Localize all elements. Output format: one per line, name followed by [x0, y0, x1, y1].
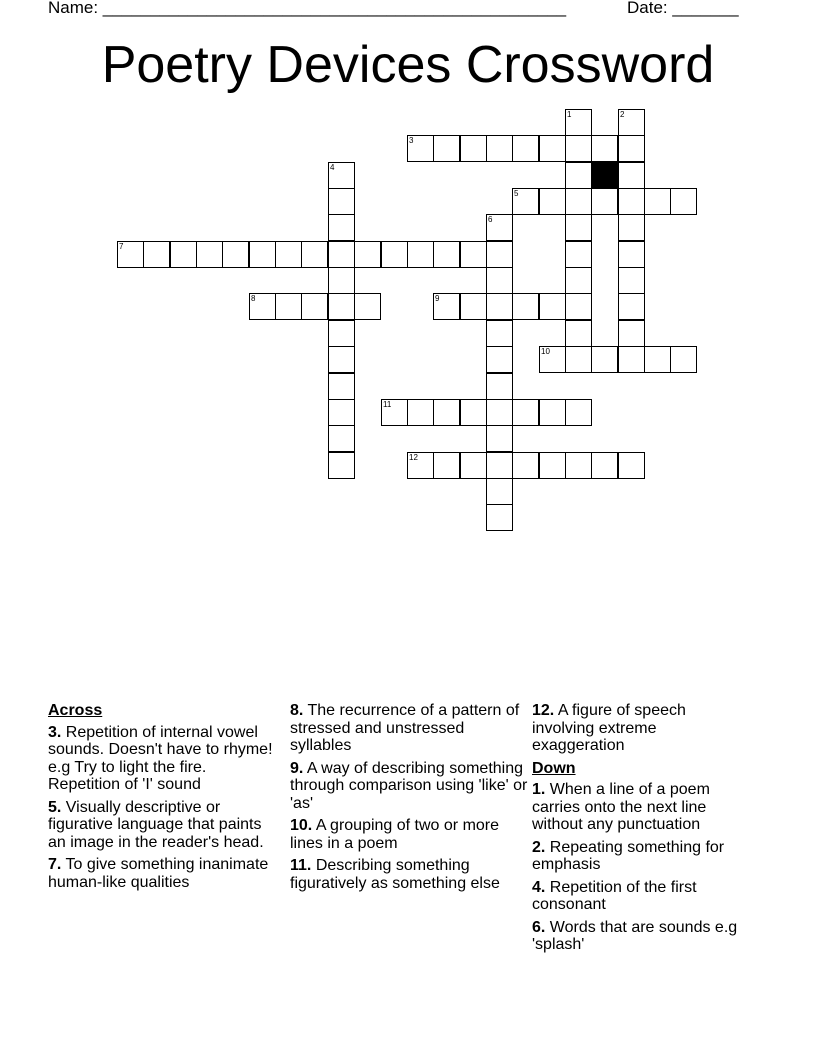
grid-cell[interactable] [486, 452, 513, 479]
black-cell [591, 162, 618, 189]
grid-cell[interactable] [249, 293, 276, 320]
grid-cell[interactable] [486, 135, 513, 162]
clue-text: To give something inanimate human-like qualities [48, 856, 269, 891]
grid-cell[interactable] [407, 452, 434, 479]
grid-cell[interactable] [117, 241, 144, 268]
grid-cell[interactable] [618, 162, 645, 189]
grid-cell[interactable] [512, 452, 539, 479]
cell-number: 4 [330, 163, 335, 172]
cell-number: 3 [409, 136, 414, 145]
clue-text: Visually descriptive or figurative language that paints an image in the reader's head. [48, 798, 264, 851]
grid-cell[interactable] [328, 399, 355, 426]
grid-cell[interactable] [301, 241, 328, 268]
clue-across-10 [290, 817, 528, 852]
grid-cell[interactable] [539, 399, 566, 426]
grid-cell[interactable] [486, 478, 513, 505]
grid-cell[interactable] [301, 293, 328, 320]
clue-number: 12. [532, 702, 555, 719]
grid-cell[interactable] [565, 293, 592, 320]
clue-column-3 [532, 702, 742, 959]
clue-across-3 [48, 724, 278, 794]
clue-across-7 [48, 856, 278, 891]
grid-cell[interactable] [328, 162, 355, 189]
cell-number: 7 [119, 242, 124, 251]
grid-cell[interactable] [591, 452, 618, 479]
grid-cell[interactable] [565, 452, 592, 479]
clue-text: Repetition of internal vowel sounds. Doesn't have to rhyme! e.g Try to light the fire. Repetition of 'I' sound [48, 723, 273, 793]
clue-text: The recurrence of a pattern of stressed and unstressed syllables [290, 702, 520, 754]
grid-cell[interactable] [591, 346, 618, 373]
grid-cell[interactable] [328, 452, 355, 479]
grid-cell[interactable] [539, 452, 566, 479]
grid-cell[interactable] [539, 346, 566, 373]
grid-cell[interactable] [565, 267, 592, 294]
clue-number: 10. [290, 817, 313, 834]
grid-cell[interactable] [486, 267, 513, 294]
grid-cell[interactable] [618, 135, 645, 162]
grid-cell[interactable] [381, 399, 408, 426]
grid-cell[interactable] [328, 214, 355, 241]
name-field: Name: _________________________________________________ [48, 0, 567, 17]
grid-cell[interactable] [249, 241, 276, 268]
clue-number: 6. [532, 918, 546, 936]
across-heading: Across [48, 702, 103, 719]
clue-across-8 [290, 702, 528, 755]
grid-cell[interactable] [618, 452, 645, 479]
clue-number: 11. [290, 857, 312, 874]
grid-cell[interactable] [328, 346, 355, 373]
grid-cell[interactable] [618, 188, 645, 215]
grid-cell[interactable] [433, 293, 460, 320]
clue-text: A way of describing something through comparison using 'like' or 'as' [290, 759, 528, 812]
grid-cell[interactable] [486, 241, 513, 268]
grid-cell[interactable] [381, 241, 408, 268]
grid-cell[interactable] [433, 399, 460, 426]
cell-number: 2 [620, 110, 625, 119]
clue-text: Repetition of the first consonant [532, 878, 697, 913]
clue-down-1 [532, 781, 742, 834]
clue-text: When a line of a poem carries onto the next line without any punctuation [532, 781, 710, 833]
clue-text: Words that are sounds e.g 'splash' [532, 918, 738, 953]
clue-text: A grouping of two or more lines in a poem [290, 817, 500, 852]
grid-cell[interactable] [618, 109, 645, 136]
grid-cell[interactable] [275, 293, 302, 320]
grid-cell[interactable] [565, 188, 592, 215]
clue-column-2 [290, 702, 528, 897]
grid-cell[interactable] [591, 135, 618, 162]
clue-column-1 [48, 702, 278, 896]
grid-cell[interactable] [486, 320, 513, 347]
clue-across-5 [48, 799, 278, 852]
grid-cell[interactable] [328, 241, 355, 268]
grid-cell[interactable] [565, 320, 592, 347]
grid-cell[interactable] [460, 399, 487, 426]
clue-number: 2. [532, 838, 546, 856]
grid-cell[interactable] [565, 241, 592, 268]
grid-cell[interactable] [644, 346, 671, 373]
grid-cell[interactable] [618, 241, 645, 268]
grid-cell[interactable] [460, 135, 487, 162]
grid-cell[interactable] [512, 293, 539, 320]
grid-cell[interactable] [328, 373, 355, 400]
clue-across-12 [532, 702, 742, 755]
grid-cell[interactable] [328, 425, 355, 452]
grid-cell[interactable] [565, 109, 592, 136]
page-title: Poetry Devices Crossword [101, 36, 715, 94]
clue-number: 3. [48, 723, 62, 741]
grid-cell[interactable] [328, 293, 355, 320]
grid-cell[interactable] [565, 162, 592, 189]
grid-cell[interactable] [565, 346, 592, 373]
grid-cell[interactable] [539, 135, 566, 162]
grid-cell[interactable] [196, 241, 223, 268]
grid-cell[interactable] [565, 135, 592, 162]
grid-cell[interactable] [170, 241, 197, 268]
grid-cell[interactable] [486, 293, 513, 320]
grid-cell[interactable] [670, 188, 697, 215]
grid-cell[interactable] [222, 241, 249, 268]
date-field: Date: _______ [627, 0, 739, 17]
cell-number: 8 [251, 294, 256, 303]
cell-number: 11 [383, 400, 392, 409]
grid-cell[interactable] [328, 188, 355, 215]
grid-cell[interactable] [275, 241, 302, 268]
grid-cell[interactable] [618, 267, 645, 294]
cell-number: 10 [541, 347, 550, 356]
clue-number: 1. [532, 781, 546, 798]
grid-cell[interactable] [460, 241, 487, 268]
clue-down-2 [532, 839, 742, 874]
grid-cell[interactable] [354, 241, 381, 268]
grid-cell[interactable] [591, 188, 618, 215]
grid-cell[interactable] [486, 214, 513, 241]
clue-number: 9. [290, 759, 304, 777]
grid-cell[interactable] [407, 399, 434, 426]
grid-cell[interactable] [486, 425, 513, 452]
grid-cell[interactable] [512, 135, 539, 162]
grid-cell[interactable] [328, 267, 355, 294]
grid-cell[interactable] [433, 452, 460, 479]
clue-text: A figure of speech involving extreme exaggeration [532, 702, 686, 754]
grid-cell[interactable] [407, 241, 434, 268]
grid-cell[interactable] [354, 293, 381, 320]
grid-cell[interactable] [433, 135, 460, 162]
cell-number: 5 [514, 189, 519, 198]
cell-number: 6 [488, 215, 493, 224]
clue-number: 5. [48, 798, 62, 816]
clue-number: 8. [290, 702, 304, 719]
clue-number: 4. [532, 878, 546, 896]
down-heading: Down [532, 759, 576, 777]
clue-down-6 [532, 919, 742, 954]
clue-across-9 [290, 760, 528, 813]
grid-cell[interactable] [618, 320, 645, 347]
grid-cell[interactable] [565, 214, 592, 241]
grid-cell[interactable] [486, 373, 513, 400]
grid-cell[interactable] [618, 214, 645, 241]
grid-cell[interactable] [433, 241, 460, 268]
grid-cell[interactable] [486, 346, 513, 373]
grid-cell[interactable] [143, 241, 170, 268]
grid-cell[interactable] [486, 399, 513, 426]
grid-cell[interactable] [486, 504, 513, 531]
grid-cell[interactable] [618, 293, 645, 320]
grid-cell[interactable] [644, 188, 671, 215]
grid-cell[interactable] [407, 135, 434, 162]
grid-cell[interactable] [618, 346, 645, 373]
clue-text: Describing something figuratively as something else [290, 857, 500, 892]
clue-down-4 [532, 879, 742, 914]
clue-across-11 [290, 857, 528, 892]
clue-text: Repeating something for emphasis [532, 838, 725, 873]
grid-cell[interactable] [539, 188, 566, 215]
cell-number: 1 [567, 110, 572, 119]
grid-cell[interactable] [512, 399, 539, 426]
grid-cell[interactable] [328, 320, 355, 347]
clue-number: 7. [48, 856, 62, 873]
grid-cell[interactable] [512, 188, 539, 215]
grid-cell[interactable] [670, 346, 697, 373]
cell-number: 9 [435, 294, 440, 303]
grid-cell[interactable] [460, 452, 487, 479]
grid-cell[interactable] [460, 293, 487, 320]
grid-cell[interactable] [539, 293, 566, 320]
grid-cell[interactable] [565, 399, 592, 426]
cell-number: 12 [409, 453, 418, 462]
